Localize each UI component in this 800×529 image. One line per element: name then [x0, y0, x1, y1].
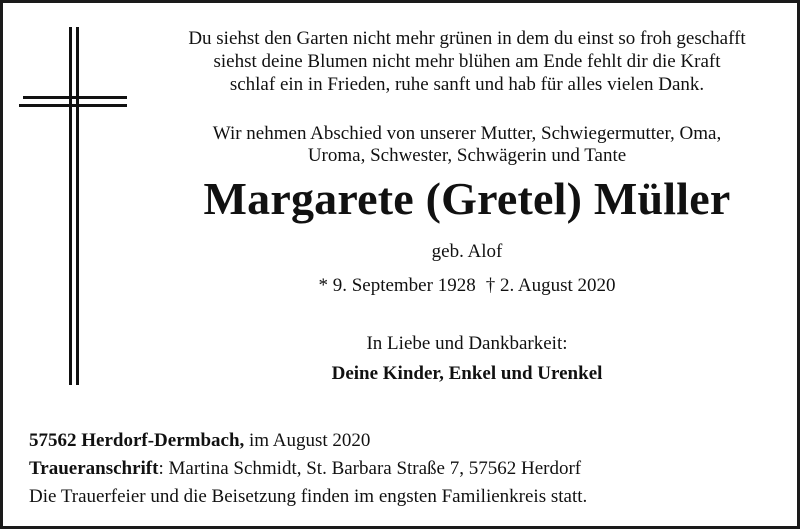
cross-icon — [19, 27, 129, 387]
maiden-name: geb. Alof — [431, 241, 503, 262]
poem — [143, 27, 791, 96]
life-dates — [143, 275, 791, 297]
poem-line-1: Du siehst den Garten nicht mehr grünen in dem du einst so froh geschafft — [188, 28, 746, 49]
place-date: im August 2020 — [244, 430, 371, 451]
ceremony-note: Die Trauerfeier und die Beisetzung finden im engsten Familienkreis statt. — [29, 486, 588, 507]
cross-vertical-bar-right — [76, 27, 79, 385]
thanks-line: In Liebe und Dankbarkeit: — [366, 333, 568, 354]
place: 57562 Herdorf-Dermbach, — [29, 430, 245, 451]
deceased-name: Margarete (Gretel) Müller — [203, 173, 731, 224]
cross-horizontal-bar-bottom — [19, 104, 127, 107]
mourning-address-line — [29, 455, 789, 483]
death-date: † 2. August 2020 — [485, 275, 616, 296]
cross-vertical-bar-left — [69, 27, 72, 385]
address: : Martina Schmidt, St. Barbara Straße 7, 57562 Herdorf — [158, 458, 582, 479]
birth-date: * 9. September 1928 — [318, 275, 476, 296]
address-label: Traueranschrift — [29, 458, 159, 479]
poem-line-3: schlaf ein in Frieden, ruhe sanft und hab für alles vielen Dank. — [229, 74, 705, 95]
farewell-intro — [143, 123, 791, 167]
poem-line-2: siehst deine Blumen nicht mehr blühen am Ende fehlt dir die Kraft — [213, 51, 721, 72]
intro-line-1: Wir nehmen Abschied von unserer Mutter, Schwiegermutter, Oma, — [212, 123, 722, 144]
intro-line-2: Uroma, Schwester, Schwägerin und Tante — [307, 145, 627, 166]
cross-horizontal-bar-top — [23, 96, 127, 99]
place-date-line — [29, 427, 789, 455]
footer — [29, 427, 789, 511]
family-signature: Deine Kinder, Enkel und Urenkel — [331, 363, 603, 384]
